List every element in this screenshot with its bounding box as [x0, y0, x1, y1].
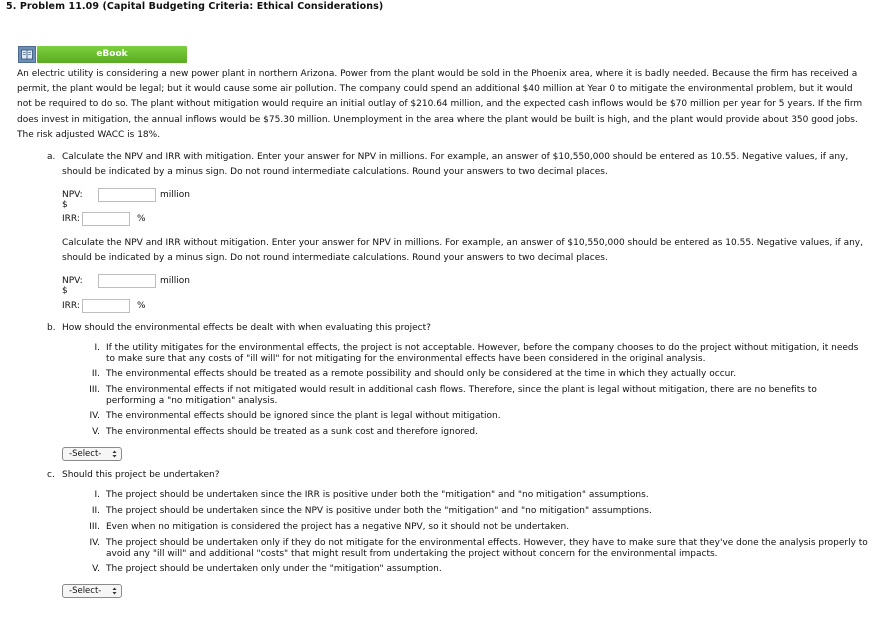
part-a-letter: a. — [47, 152, 56, 162]
part-a-line: Calculate the NPV and IRR with mitigation. Enter your answer for NPV in millions. For example, an answer of $10,550,000 should be entered as 10.55. Negative values, if any, — [62, 152, 849, 162]
option-line: The environmental effects should be treated as a sunk cost and therefore ignored. — [106, 427, 478, 437]
part-a-question — [47, 150, 875, 178]
irr-label: IRR: — [62, 214, 80, 224]
option-number: V. — [92, 427, 100, 437]
ebook-button[interactable]: eBook — [37, 46, 187, 63]
option-line: avoid any "ill will" and additional "costs" that might result from undertaking the project without concern for the environmental impacts. — [106, 548, 718, 559]
part-a-question-2 — [62, 236, 874, 266]
irr-label: IRR: — [62, 301, 80, 311]
irr-mitigation-input[interactable] — [82, 212, 130, 226]
option-number: III. — [89, 385, 100, 395]
option-number: I. — [94, 343, 100, 353]
npv-unit: million — [160, 190, 190, 200]
option-number: IV. — [89, 411, 100, 421]
intro-line: not be required to do so. The plant without mitigation would require an initial outlay of $210.64 million, and the expected cash inflows would be $70 million per year for 5 years. If the firm — [17, 99, 863, 110]
part-c-text: Should this project be undertaken? — [62, 470, 220, 480]
option-line: The environmental effects should be ignored since the plant is legal without mitigation. — [106, 411, 501, 421]
option-line: to make sure that any costs of "ill will" for not mitigating for the environmental effects have been considered in the original analysis. — [106, 353, 706, 364]
irr-unit: % — [137, 301, 146, 311]
option-number: II. — [91, 369, 100, 379]
select-value: -Select- — [69, 449, 102, 459]
part-a-line: should be indicated by a minus sign. Do not round intermediate calculations. Round your answers to two decimal places. — [62, 253, 608, 264]
part-b-letter: b. — [47, 323, 56, 333]
select-arrows-icon — [112, 450, 117, 458]
part-c-question — [47, 468, 875, 483]
book-icon[interactable] — [18, 46, 36, 63]
npv-unit: million — [160, 276, 190, 286]
problem-title: 5. Problem 11.09 (Capital Budgeting Criteria: Ethical Considerations) — [6, 1, 384, 12]
option-number: III. — [89, 522, 100, 532]
part-a-line: should be indicated by a minus sign. Do not round intermediate calculations. Round your answers to two decimal places. — [62, 167, 608, 178]
option-line: The project should be undertaken since the IRR is positive under both the "mitigation" and "no mitigation" assumptions. — [106, 490, 649, 500]
option-line: If the utility mitigates for the environmental effects, the project is not acceptable. However, before the company chooses to do the project without mitigation, it needs — [106, 343, 859, 353]
part-b-select[interactable] — [62, 447, 122, 461]
option-number: IV. — [89, 538, 100, 548]
npv-no-mitigation-input[interactable] — [98, 274, 156, 288]
option-number: II. — [91, 506, 100, 516]
option-line: Even when no mitigation is considered the project has a negative NPV, so it should not be undertaken. — [106, 522, 570, 532]
problem-intro — [17, 67, 869, 143]
select-value: -Select- — [69, 586, 102, 596]
part-a-line: Calculate the NPV and IRR without mitigation. Enter your answer for NPV in millions. For example, an answer of $10,550,000 should be entered as 10.55. Negative values, if any, — [62, 238, 863, 248]
part-b-question — [47, 321, 875, 336]
npv-label: NPV: $ — [62, 276, 83, 296]
option-line: performing a "no mitigation" analysis. — [106, 395, 278, 406]
intro-line: does invest in mitigation, the annual inflows would be $75.30 million. Unemployment in the area where the plant would be built is high, and the plant would provide about 350 good jobs. — [17, 114, 858, 125]
npv-label: NPV: $ — [62, 190, 83, 210]
option-line: The project should be undertaken only under the "mitigation" assumption. — [106, 564, 442, 574]
npv-mitigation-input[interactable] — [98, 188, 156, 202]
option-number: V. — [92, 564, 100, 574]
option-line: The project should be undertaken since the NPV is positive under both the "mitigation" and "no mitigation" assumptions. — [106, 506, 652, 516]
part-c-letter: c. — [47, 470, 55, 480]
part-c-select[interactable] — [62, 584, 122, 598]
option-line: The project should be undertaken only if they do not mitigate for the environmental effects. However, they have to make sure that they've done the analysis properly to — [106, 538, 868, 548]
irr-no-mitigation-input[interactable] — [82, 299, 130, 313]
irr-unit: % — [137, 214, 146, 224]
intro-line: An electric utility is considering a new power plant in northern Arizona. Power from the plant would be sold in the Phoenix area, where it is badly needed. Because the firm has received a — [17, 69, 858, 79]
select-arrows-icon — [112, 587, 117, 595]
option-number: I. — [94, 490, 100, 500]
part-b-text: How should the environmental effects be dealt with when evaluating this project? — [62, 323, 431, 333]
option-line: The environmental effects should be treated as a remote possibility and should only be considered at the time in which they actually occur. — [106, 369, 737, 379]
option-line: The environmental effects if not mitigated would result in additional cash flows. Therefore, since the plant is legal without mitigation, there are no benefits to — [106, 385, 817, 395]
intro-line: permit, the plant would be legal; but it would cause some air pollution. The company could spend an additional $40 million at Year 0 to mitigate the environmental problem, but it would — [17, 84, 853, 95]
intro-line: The risk adjusted WACC is 18%. — [17, 129, 161, 140]
